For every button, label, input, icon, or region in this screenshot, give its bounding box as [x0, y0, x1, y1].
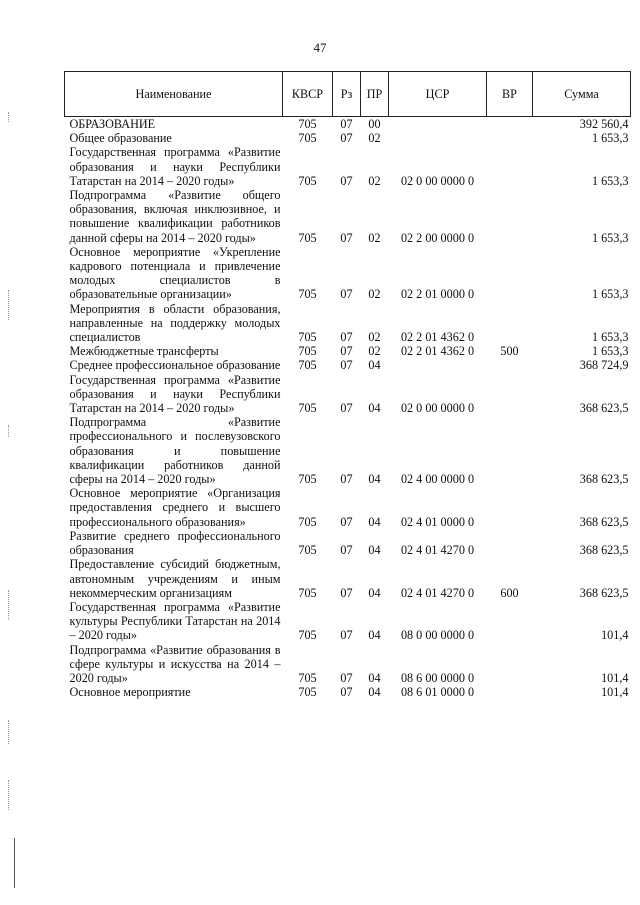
margin-mark	[8, 780, 9, 810]
cell-csr: 02 4 01 4270 0	[400, 543, 475, 558]
cell-name: Государственная программа «Развитие культуры Республики Татарстан на 2014 – 2020 годы»	[69, 599, 281, 643]
cell-pr: 02	[368, 131, 381, 146]
cell-pr: 02	[368, 230, 381, 245]
table-row	[65, 245, 631, 302]
cell-sum: 392 560,4	[579, 117, 629, 131]
cell-vr	[487, 145, 533, 188]
cell-pr: 02	[368, 287, 381, 302]
cell-csr: 02 0 00 0000 0	[400, 401, 475, 416]
cell-name: ОБРАЗОВАНИЕ	[69, 117, 156, 131]
cell-kvsr: 705	[298, 173, 317, 188]
cell-sum: 101,4	[601, 685, 629, 700]
cell-kvsr: 705	[298, 117, 317, 131]
cell-csr: 02 4 01 4270 0	[400, 585, 475, 600]
cell-kvsr: 705	[298, 330, 317, 345]
table-header-row	[65, 72, 631, 117]
cell-csr	[389, 131, 487, 145]
cell-rz: 07	[340, 628, 353, 643]
cell-vr	[487, 600, 533, 643]
cell-kvsr: 705	[298, 344, 317, 359]
cell-kvsr: 705	[298, 685, 317, 700]
table-row	[65, 117, 631, 132]
cell-vr	[487, 643, 533, 686]
header-vr: ВР	[487, 72, 533, 117]
cell-pr: 02	[368, 173, 381, 188]
table-row	[65, 643, 631, 686]
table-row	[65, 358, 631, 372]
table-row	[65, 529, 631, 557]
cell-vr	[487, 373, 533, 416]
cell-name: Государственная программа «Развитие образования и науки Республики Татарстан на 2014 – 2020 годы»	[69, 372, 281, 416]
table-row	[65, 557, 631, 600]
cell-kvsr: 705	[298, 543, 317, 558]
cell-rz: 07	[340, 287, 353, 302]
cell-name: Государственная программа «Развитие образования и науки Республики Татарстан на 2014 – 2020 годы»	[69, 145, 281, 188]
cell-name: Основное мероприятие	[69, 685, 191, 700]
cell-pr: 04	[368, 401, 381, 416]
cell-rz: 07	[340, 543, 353, 558]
table-row	[65, 131, 631, 145]
cell-pr: 04	[368, 472, 381, 487]
cell-name: Развитие среднего профессионального образования	[69, 528, 281, 558]
cell-vr	[487, 358, 533, 372]
header-rz: Рз	[333, 72, 361, 117]
cell-rz: 07	[340, 330, 353, 345]
cell-vr: 500	[500, 344, 519, 359]
cell-vr	[487, 415, 533, 486]
cell-kvsr: 705	[298, 628, 317, 643]
header-pr: ПР	[361, 72, 389, 117]
table-row	[65, 600, 631, 643]
cell-name: Подпрограмма «Развитие профессионального и послевузовского образования и повышение квалификации работников данной сферы на 2014 – 2020 годы»	[69, 415, 281, 487]
cell-kvsr: 705	[298, 287, 317, 302]
cell-rz: 07	[340, 514, 353, 529]
budget-table	[64, 71, 631, 699]
cell-vr	[487, 486, 533, 529]
cell-rz: 07	[340, 685, 353, 700]
table-row	[65, 344, 631, 358]
page-number: 47	[313, 40, 327, 55]
cell-sum: 1 653,3	[591, 344, 629, 359]
cell-vr	[487, 685, 533, 699]
cell-pr: 00	[368, 117, 381, 131]
cell-sum: 1 653,3	[591, 330, 629, 345]
cell-sum: 368 623,5	[579, 514, 629, 529]
table-row	[65, 415, 631, 486]
cell-csr: 08 0 00 0000 0	[400, 628, 475, 643]
cell-rz: 07	[340, 358, 353, 373]
cell-name: Основное мероприятие «Укрепление кадрового потенциала и привлечение молодых специалистов в образовательные организации»	[69, 244, 281, 302]
cell-name: Основное мероприятие «Организация предоставления среднего и высшего профессионального образования»	[69, 486, 281, 529]
cell-sum: 1 653,3	[591, 131, 629, 146]
cell-name: Предоставление субсидий бюджетным, автономным учреждениям и иным некоммерческим организациям	[69, 557, 281, 600]
cell-rz: 07	[340, 401, 353, 416]
table-row	[65, 302, 631, 345]
cell-name: Общее образование	[69, 131, 172, 146]
cell-csr: 08 6 00 0000 0	[400, 670, 475, 685]
cell-kvsr: 705	[298, 401, 317, 416]
cell-sum: 1 653,3	[591, 230, 629, 245]
table-row	[65, 145, 631, 188]
cell-vr	[487, 245, 533, 302]
table-body	[65, 117, 631, 700]
cell-vr	[487, 188, 533, 245]
cell-csr: 02 2 00 0000 0	[400, 230, 475, 245]
table-row	[65, 486, 631, 529]
table-row	[65, 373, 631, 416]
cell-vr	[487, 302, 533, 345]
cell-rz: 07	[340, 131, 353, 146]
cell-csr	[389, 117, 487, 132]
cell-sum: 368 623,5	[579, 585, 629, 600]
cell-kvsr: 705	[298, 670, 317, 685]
cell-csr: 02 0 00 0000 0	[400, 173, 475, 188]
cell-name: Мероприятия в области образования, направленные на поддержку молодых специалистов	[69, 301, 281, 345]
table-row	[65, 685, 631, 699]
cell-name: Подпрограмма «Развитие общего образования, включая инклюзивное, и повышение квалификации работников данной сферы на 2014 – 2020 годы»	[69, 188, 281, 245]
cell-kvsr: 705	[298, 358, 317, 373]
cell-name: Межбюджетные трансферты	[69, 344, 219, 359]
cell-vr	[487, 117, 533, 132]
cell-csr: 02 4 01 0000 0	[400, 514, 475, 529]
cell-rz: 07	[340, 230, 353, 245]
margin-mark	[8, 720, 9, 744]
cell-csr: 02 2 01 4362 0	[400, 344, 475, 359]
cell-vr	[487, 529, 533, 557]
header-csr: ЦСР	[389, 72, 487, 117]
cell-sum: 368 724,9	[579, 358, 629, 373]
cell-csr: 02 4 00 0000 0	[400, 472, 475, 487]
cell-sum: 1 653,3	[591, 287, 629, 302]
cell-rz: 07	[340, 173, 353, 188]
cell-csr: 02 2 01 0000 0	[400, 287, 475, 302]
cell-pr: 04	[368, 670, 381, 685]
cell-csr: 02 2 01 4362 0	[400, 330, 475, 345]
cell-sum: 101,4	[601, 670, 629, 685]
header-kvsr: КВСР	[283, 72, 333, 117]
cell-pr: 04	[368, 543, 381, 558]
cell-vr	[487, 131, 533, 145]
cell-pr: 02	[368, 330, 381, 345]
header-name: Наименование	[65, 72, 283, 117]
cell-pr: 02	[368, 344, 381, 359]
cell-kvsr: 705	[298, 514, 317, 529]
cell-pr: 04	[368, 514, 381, 529]
cell-csr	[389, 358, 487, 372]
cell-sum: 1 653,3	[591, 173, 629, 188]
cell-pr: 04	[368, 585, 381, 600]
header-sum: Сумма	[533, 72, 631, 117]
cell-kvsr: 705	[298, 131, 317, 146]
cell-kvsr: 705	[298, 230, 317, 245]
cell-sum: 368 623,5	[579, 543, 629, 558]
cell-pr: 04	[368, 358, 381, 373]
cell-rz: 07	[340, 344, 353, 359]
cell-csr: 08 6 01 0000 0	[400, 685, 475, 700]
cell-rz: 07	[340, 117, 353, 131]
cell-vr: 600	[500, 585, 519, 600]
cell-rz: 07	[340, 670, 353, 685]
cell-kvsr: 705	[298, 472, 317, 487]
cell-rz: 07	[340, 585, 353, 600]
cell-pr: 04	[368, 628, 381, 643]
margin-line	[14, 838, 15, 888]
cell-name: Подпрограмма «Развитие образования в сфере культуры и искусства на 2014 – 2020 годы»	[69, 642, 281, 685]
cell-sum: 368 623,5	[579, 472, 629, 487]
cell-sum: 101,4	[601, 628, 629, 643]
table-row	[65, 188, 631, 245]
margin-mark	[8, 290, 9, 320]
cell-rz: 07	[340, 472, 353, 487]
cell-pr: 04	[368, 685, 381, 700]
margin-mark	[8, 590, 9, 620]
margin-mark	[8, 425, 9, 437]
cell-kvsr: 705	[298, 585, 317, 600]
cell-sum: 368 623,5	[579, 401, 629, 416]
cell-name: Среднее профессиональное образование	[69, 358, 281, 373]
margin-mark	[8, 112, 9, 122]
